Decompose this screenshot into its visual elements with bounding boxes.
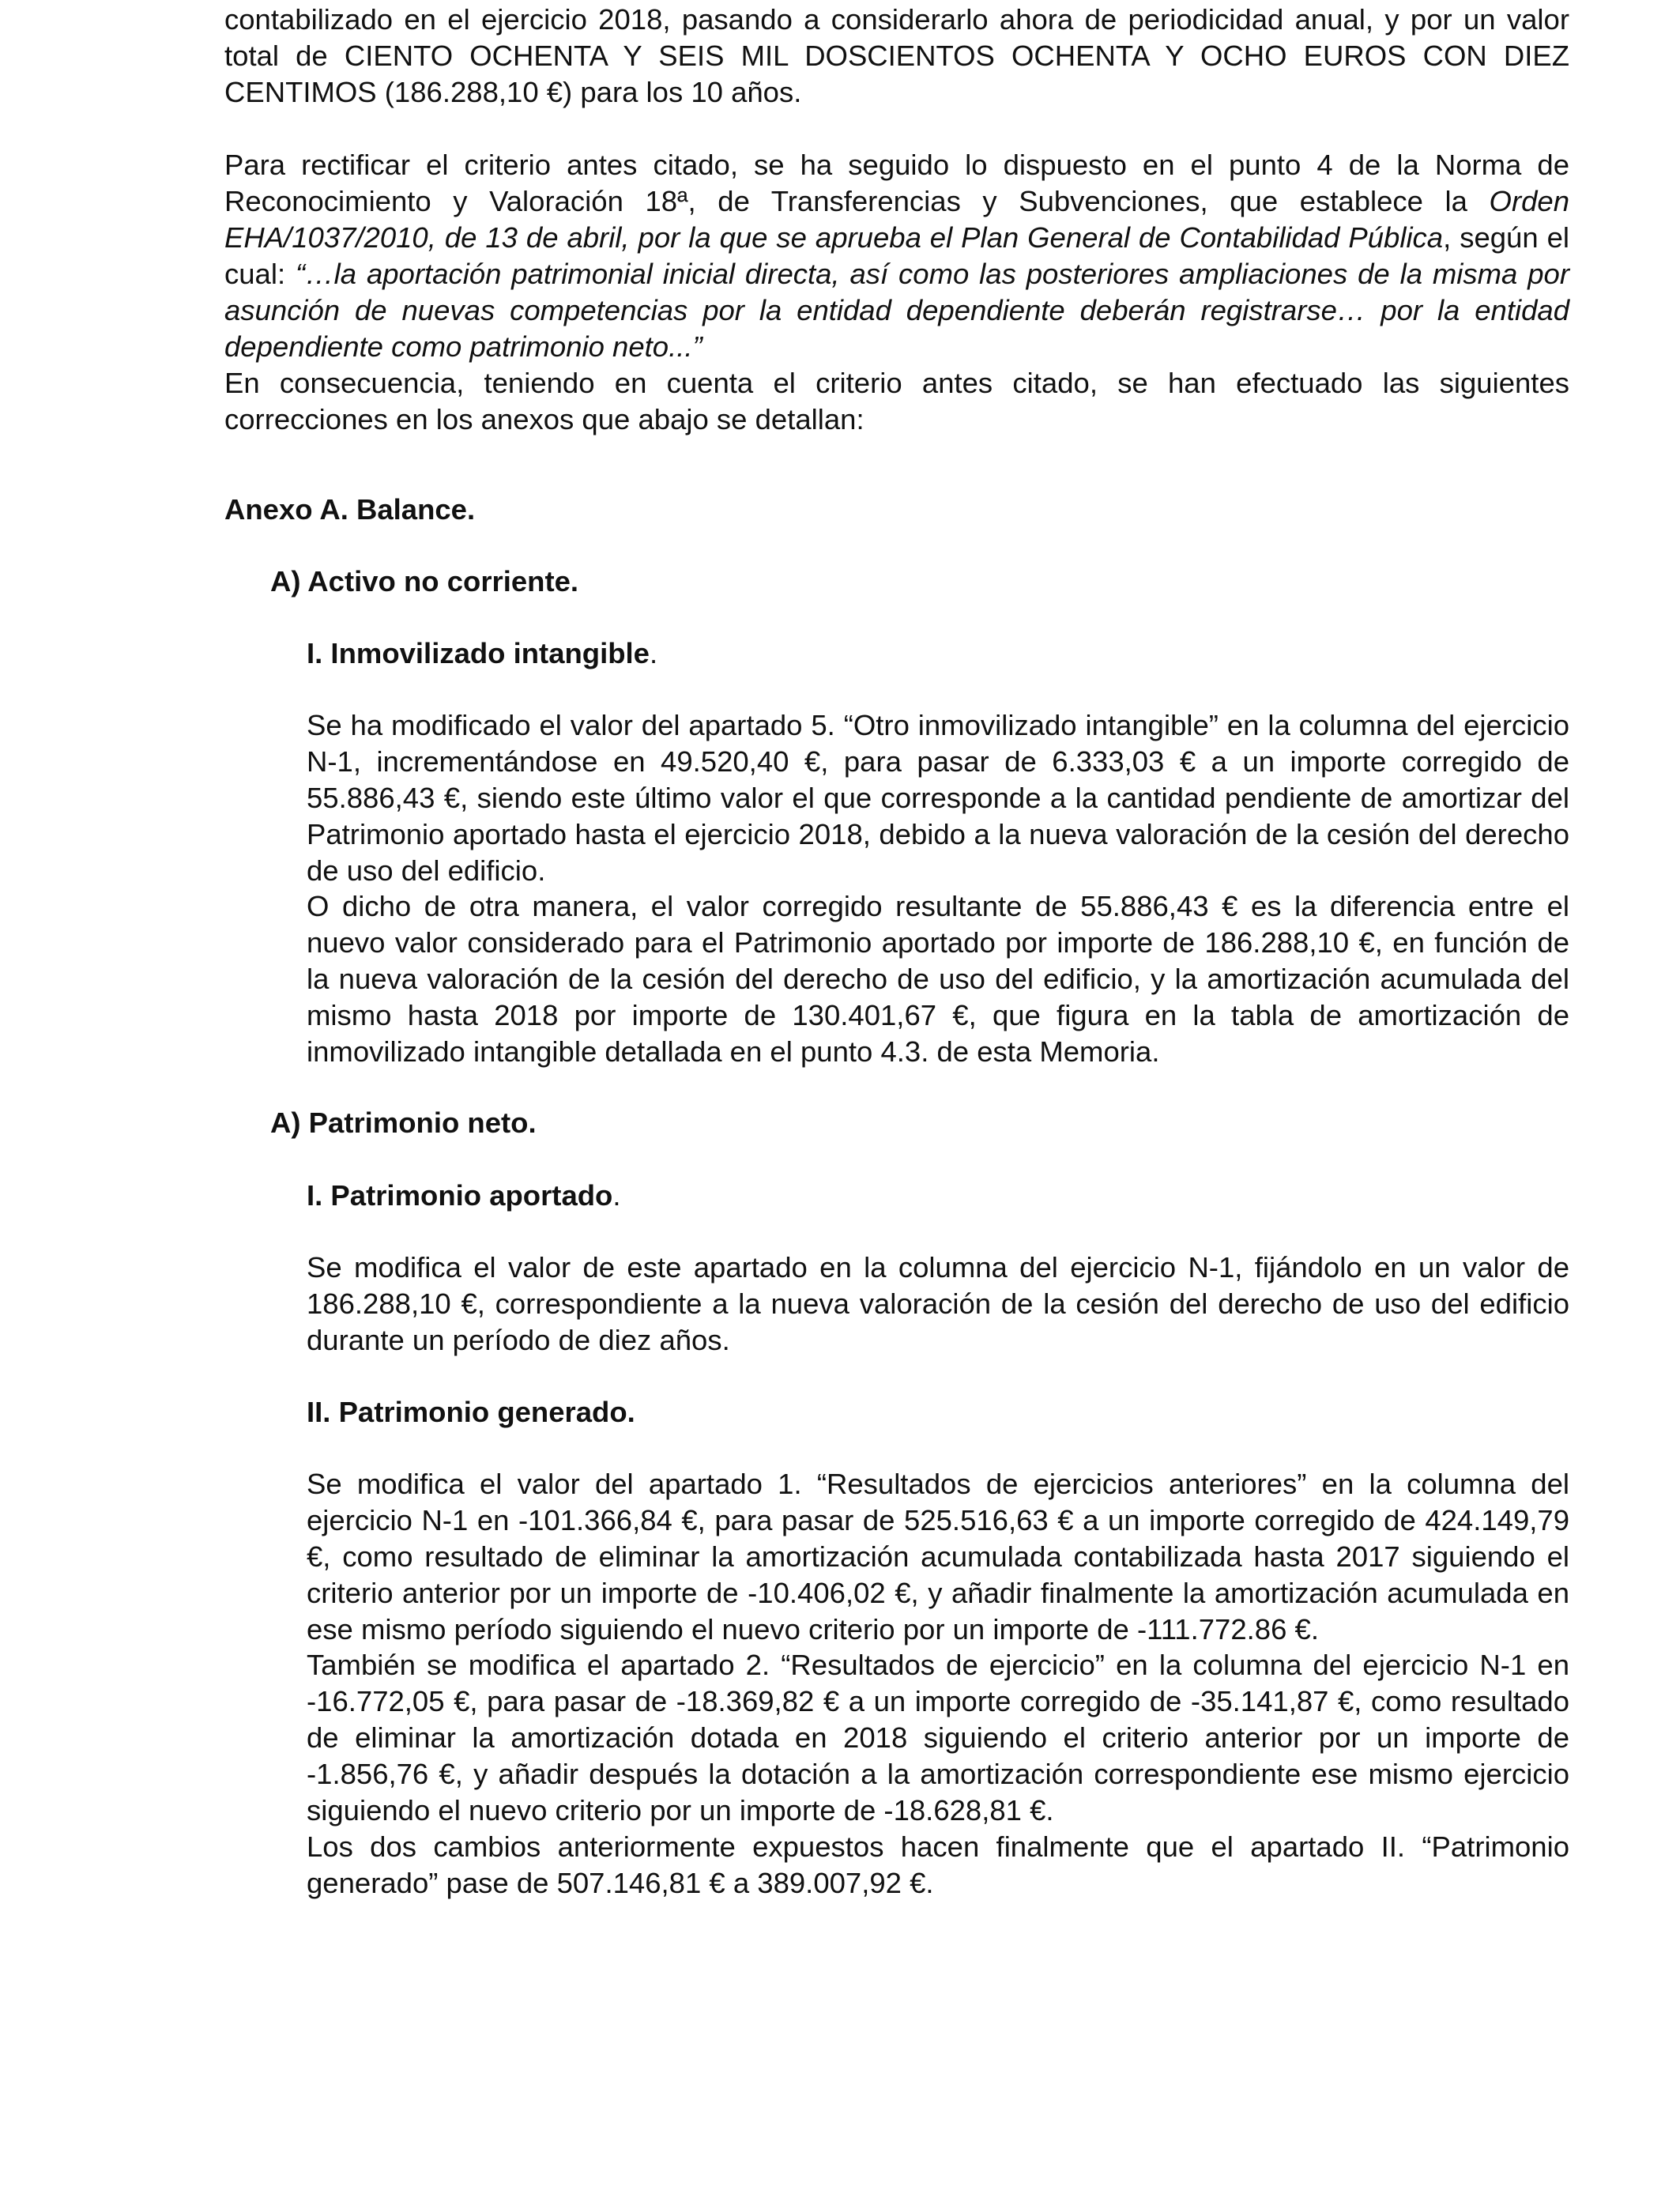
heading-patrimonio-generado: II. Patrimonio generado. [307, 1396, 635, 1428]
paragraph-generado-resultados-ejercicio: También se modifica el apartado 2. “Resultados de ejercicio” en la columna del ejercicio N-1 en -16.772,05 €, para pasar de -18.369,82 € a un importe corregido de -35.141,87 €, como resultado de eliminar la amortización dotada en 2018 siguiendo el criterio anterior por un importe de -1.856,76 €, y añadir después la dotación a la amortización correspondiente ese mismo ejercicio siguiendo el nuevo criterio por un importe de -18.628,81 €. [307, 1649, 1569, 1826]
paragraph-generado-resultados-anteriores: Se modifica el valor del apartado 1. “Resultados de ejercicios anteriores” en la columna del ejercicio N-1 en -101.366,84 €, para pasar de 525.516,63 € a un importe corregido de 424.149,79 €, como resultado de eliminar la amortización acumulada contabilizada hasta 2017 siguiendo el criterio anterior por un importe de -10.406,02 €, y añadir finalmente la amortización acumulada en ese mismo período siguiendo el nuevo criterio por un importe de -111.772.86 €. [307, 1468, 1569, 1646]
paragraph-inmovilizado-explanation: O dicho de otra manera, el valor corregido resultante de 55.886,43 € es la diferencia entre el nuevo valor considerado para el Patrimonio aportado por importe de 186.288,10 €, en función de la nueva valoración de la cesión del derecho de uso del edificio, y la amortización acumulada del mismo hasta 2018 por importe de 130.401,67 €, que figura en la tabla de amortización de inmovilizado intangible detallada en el punto 4.3. de esta Memoria. [307, 890, 1569, 1068]
heading-inmovilizado-label: I. Inmovilizado intangible [307, 637, 650, 669]
criterion-text-start: Para rectificar el criterio antes citado, se ha seguido lo dispuesto en el punto 4 de la Norma de Reconocimiento y Valoración 18ª, de Transferencias y Subvenciones, que establece la [224, 149, 1569, 217]
paragraph-criterion-rectification [224, 147, 1569, 365]
heading-aportado-label: I. Patrimonio aportado [307, 1179, 613, 1212]
heading-patrimonio-neto: A) Patrimonio neto. [270, 1106, 537, 1139]
paragraph-inmovilizado-modification: Se ha modificado el valor del apartado 5. “Otro inmovilizado intangible” en la columna del ejercicio N-1, incrementándose en 49.520,40 €, para pasar de 6.333,03 € a un importe corregido de 55.886,43 €, siendo este último valor el que corresponde a la cantidad pendiente de amortizar del Patrimonio aportado hasta el ejercicio 2018, debido a la nueva valoración de la cesión del derecho de uso del edificio. [307, 709, 1569, 887]
paragraph-consequence: En consecuencia, teniendo en cuenta el criterio antes citado, se han efectuado las siguientes correcciones en los anexos que abajo se detallan: [224, 367, 1569, 435]
heading-inmovilizado-intangible [307, 635, 1569, 672]
criterion-text-middle: , según el cual: [224, 221, 1570, 290]
heading-anexo-balance: Anexo A. Balance. [224, 493, 476, 526]
paragraph-generado-summary: Los dos cambios anteriormente expuestos hacen finalmente que el apartado II. “Patrimonio generado” pase de 507.146,81 € a 389.007,92 €. [307, 1830, 1569, 1899]
heading-inmovilizado-period: . [649, 637, 658, 669]
paragraph-valuation-total: contabilizado en el ejercicio 2018, pasando a considerarlo ahora de periodicidad anual, y por un valor total de CIENTO OCHENTA Y SEIS MIL DOSCIENTOS OCHENTA Y OCHO EUROS CON DIEZ CENTIMOS (186.288,10 €) para los 10 años. [224, 3, 1569, 108]
heading-activo-no-corriente: A) Activo no corriente. [270, 565, 579, 598]
heading-patrimonio-aportado [307, 1178, 1569, 1214]
criterion-quote: “…la aportación patrimonial inicial directa, así como las posteriores ampliaciones de la misma por asunción de nuevas competencias por la entidad dependiente deberán registrarse… por la entidad dependiente como patrimonio neto...” [224, 258, 1569, 363]
paragraph-aportado-modification: Se modifica el valor de este apartado en la columna del ejercicio N-1, fijándolo en un valor de 186.288,10 €, correspondiente a la nueva valoración de la cesión del derecho de uso del edificio durante un período de diez años. [307, 1251, 1569, 1356]
criterion-order-reference: Orden EHA/1037/2010, de 13 de abril, por la que se aprueba el Plan General de Contabilidad Pública [224, 185, 1569, 254]
heading-aportado-period: . [612, 1179, 621, 1212]
